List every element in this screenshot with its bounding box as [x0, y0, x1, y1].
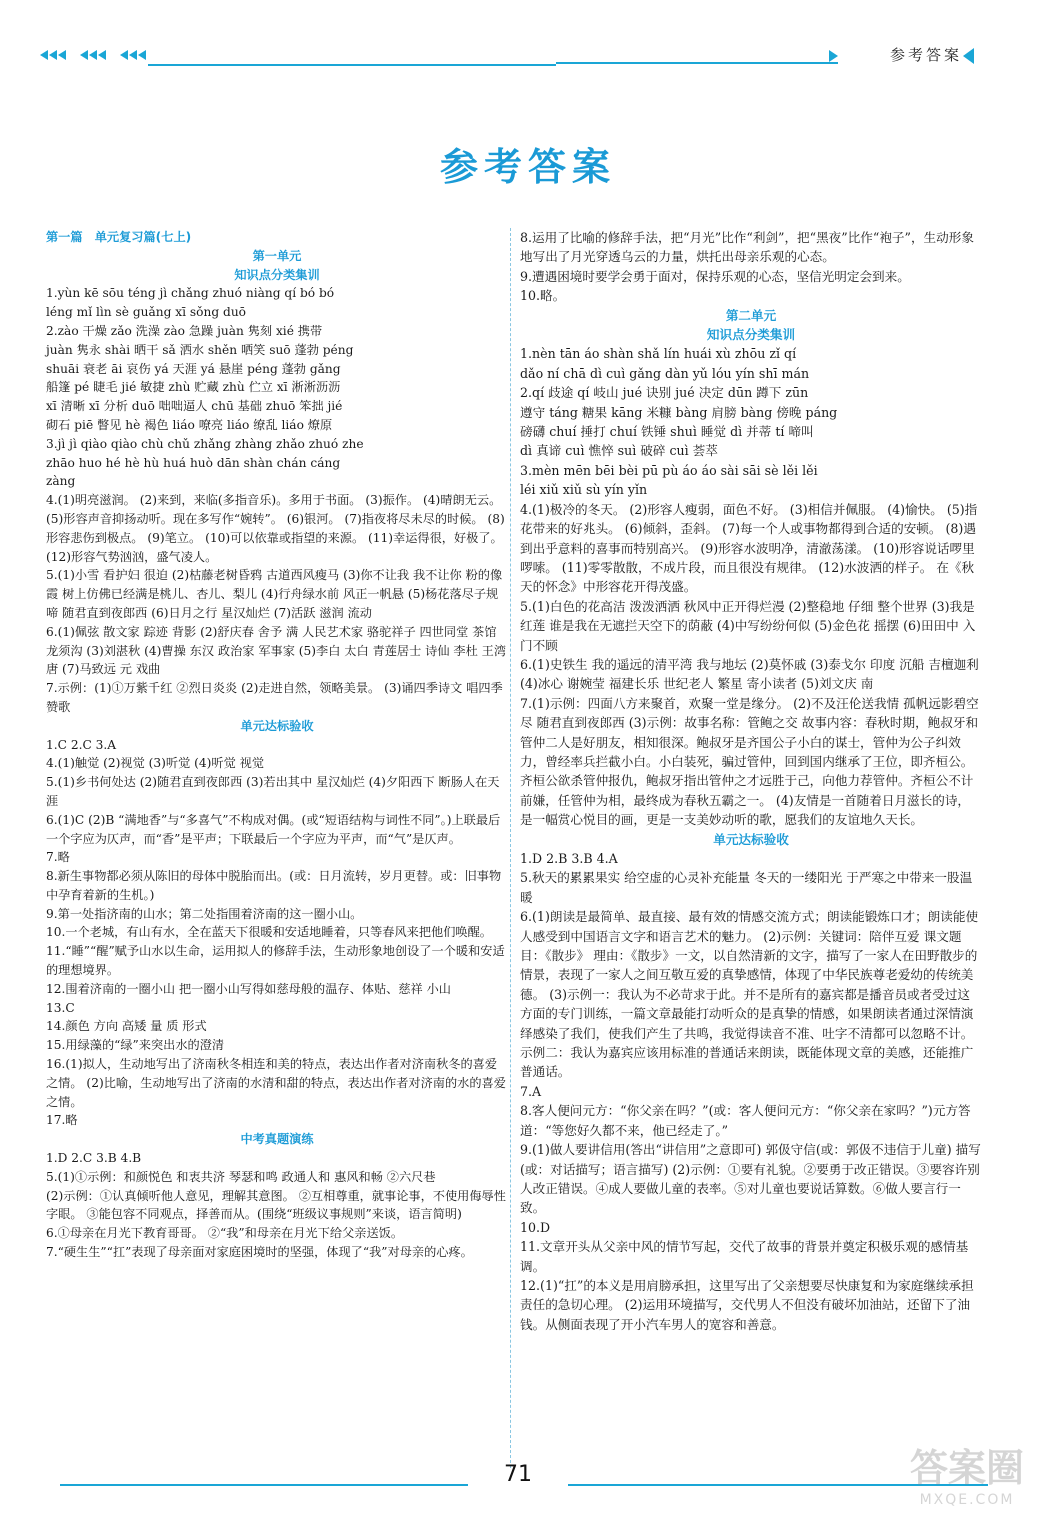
answer-line: 17.略 [46, 1113, 78, 1128]
header-chevrons [40, 50, 146, 60]
answer-line: 9.遭遇困境时要学会勇于面对，保持乐观的心态，坚信光明定会到来。 [520, 268, 910, 284]
answer-line: 7.A [520, 1083, 542, 1099]
answer-line: 7.略 [46, 850, 70, 865]
chevron-group-icon [80, 50, 106, 60]
header-rule-right [556, 62, 838, 64]
answer-line: 砌石 piē 瞥见 hè 褐色 liáo 嘹亮 liáo 缭乱 liáo 燎原 [46, 417, 333, 432]
answer-list [46, 284, 508, 716]
answer-line: 10.一个老城，有山有水，全在蓝天下很暖和安适地睡着，只等春风来把他们唤醒。 [46, 925, 492, 940]
answer-line: 12.围着济南的一圈小山 把一圈小山写得如慈母般的温存、体贴、慈祥 小山 [46, 981, 451, 996]
answer-line: 5.(1)乡书何处达 (2)随君直到夜郎西 (3)若出其中 星汉灿烂 (4)夕阳西下 断肠人在天涯 [46, 775, 500, 808]
answer-line: 2.qí 歧途 qí 岐山 jué 诀别 jué 决定 dūn 蹲下 zūn [520, 385, 809, 401]
chevron-group-icon [120, 50, 146, 60]
section-title: 知识点分类集训 [706, 327, 796, 343]
answer-line: 6.(1)佩弦 散文家 踪迹 背影 (2)舒庆春 舍予 满 人民艺术家 骆驼祥子 四世同堂 茶馆 龙须沟 (3)刘湛秋 (4)曹操 东汉 政治家 军事家 (5)李白 太白 青莲居士 诗仙 李杜 王湾 唐 (7)马致远 元 戏曲 [46, 624, 510, 677]
chevron-group-icon [40, 50, 66, 60]
answer-list [520, 228, 982, 306]
watermark-sub: MXQE.COM [919, 1492, 1015, 1508]
part-title: 第一篇 单元复习篇(七上) [46, 230, 192, 244]
answer-line: 6.(1)朗读是最简单、最直接、最有效的情感交流方式；朗读能锻炼口才；朗读能使人感受到中国语言文字和语言艺术的魅力。 (2)示例：关键词：陪伴互爱 课文题目：《散步》 理由：《散步》一文，以自然清新的文字，描写了一家人在田野散步的情景，表现了一家人之间互敬互爱的真挚感情，体现了中华民族尊老爱幼的传统美德。 (3)示例一：我认为不必苛求于此。并不是所有的嘉宾都是播音员或者受过这方面的专门训练，一篇文章最能打动听众的是真挚的情感，如果朗读者通过深情演绎感染了我们，使我们产生了共鸣，我觉得读音不准、吐字不清都可以忽略不计。 示例二：我认为嘉宾应该用标准的普通话来朗读，既能体现文章的美感，还能推广普通话。 [520, 909, 979, 1080]
answer-line: 11.文章开头从父亲中风的情节写起，交代了故事的背景并奠定积极乐观的感情基调。 [520, 1239, 969, 1274]
page-number: 71 [504, 1462, 532, 1487]
answer-line: (2)示例：①认真倾听他人意见，理解其意图。 ②互相尊重，就事论事，不使用侮辱性字眼。 ③能包容不同观点，择善而从。(围绕“班级议事规则”来谈，语言简明) [46, 1188, 506, 1222]
answer-line: 5.(1)小雪 看护妇 很迫 (2)枯藤老树昏鸦 古道西风瘦马 (3)你不让我 我不让你 粉的像霞 树上仿佛已经满是桃儿、杏儿、梨儿 (4)行舟绿水前 风正一帆悬 (5)杨花落尽子规啼 随君直到夜郎西 (6)日月之行 星汉灿烂 (7)活跃 滋润 流动 [46, 568, 503, 620]
section-title: 单元达标验收 [713, 831, 789, 847]
answer-line: 4.(1)触觉 (2)视觉 (3)听觉 (4)听觉 视觉 [46, 756, 265, 771]
answer-line: 10.D [520, 1219, 551, 1235]
answer-line: 8.新生事物都必须从陈旧的母体中脱胎而出。(或：日月流转，岁月更替。或：旧事物中孕育着新的生机。) [46, 869, 502, 902]
section-title: 知识点分类集训 [234, 267, 320, 282]
footer-rule-left [60, 1484, 468, 1486]
answer-line: léng mǐ lìn sè guǎng xī sǒng duō [46, 305, 247, 320]
header-tag: 参考答案 [889, 46, 962, 64]
answer-line: 5.(1)①示例：和颜悦色 和衷共济 琴瑟和鸣 政通人和 惠风和畅 ②六尺巷 [46, 1169, 436, 1184]
answer-line: 1.D 2.B 3.B 4.A [520, 851, 618, 866]
answer-line: 船篷 pé 睫毛 jié 敏捷 zhù 贮藏 zhù 伫立 xī 淅淅沥沥 [46, 380, 341, 395]
answer-line: zhāo huo hé hè hù huá huò dān shàn chán cáng [46, 455, 341, 470]
page-title: 参考答案 [439, 144, 616, 189]
answer-line: 10.略。 [520, 288, 566, 304]
answer-line: 7.“硬生生”“扛”表现了母亲面对家庭困境时的坚强，体现了“我”对母亲的心疼。 [46, 1245, 473, 1260]
answer-line: 1.D 2.C 3.B 4.B [46, 1151, 142, 1166]
answer-line: 1.C 2.C 3.A [46, 737, 117, 752]
answer-line: 9.(1)做人要讲信用(答出“讲信用”之意即可) 郭伋守信(或：郭伋不违信于儿童) 描写(或：对话描写；语言描写) (2)示例：①要有礼貌。②要勇于改正错误。③要容许别人改正错误。④成人要做儿童的表率。⑤对儿童也要说话算数。⑥做人要言行一致。 [520, 1142, 981, 1216]
answer-list [46, 736, 508, 1131]
answer-line: 1.nèn tān áo shàn shǎ lín huái xù zhōu zǐ qí [520, 346, 797, 362]
answer-line: 8.运用了比喻的修辞手法，把“月光”比作“利剑”，把“黑夜”比作“袍子”，生动形象地写出了月光穿透乌云的力量，烘托出母亲乐观的心态。 [520, 230, 974, 265]
answer-line: 5.秋天的累累果实 给空虚的心灵补充能量 冬天的一缕阳光 于严寒之中带来一股温暖 [520, 870, 973, 905]
answer-line: zàng [46, 474, 76, 489]
answer-list [46, 1149, 508, 1262]
answer-line: dǎo ní chā dì cuì gǎng dàn yǔ lóu yín shī mán [520, 365, 810, 381]
answer-line: 7.示例：(1)①万紫千红 ②烈日炎炎 (2)走进自然，领略美景。 (3)诵四季诗文 唱四季赞歌 [46, 681, 503, 714]
answer-line: shuāi 衰老 āi 哀伤 yá 天涯 yá 悬崖 péng 蓬勃 gǎng [46, 361, 341, 376]
section-title: 单元达标验收 [240, 718, 314, 733]
answer-line: 遵守 táng 糖果 kāng 米糠 bàng 肩膀 bàng 傍晚 páng [520, 404, 838, 420]
answer-line: dì 真谛 cuì 憔悴 suì 破碎 cuì 荟萃 [520, 443, 718, 459]
answer-line: 1.yùn kē sōu téng jì chǎng zhuó niàng qí bó bó [46, 286, 335, 301]
answer-line: 15.用绿藻的“绿”来突出水的澄清 [46, 1038, 225, 1053]
watermark-logo [892, 1444, 1042, 1524]
column-divider [510, 228, 512, 1468]
answer-line: 6.①母亲在月光下教育哥哥。 ②“我”和母亲在月光下给父亲送饭。 [46, 1226, 404, 1241]
answer-line: 3.jì jì qiào qiào chù chǔ zhǎng zhàng zhǎo zhuó zhe [46, 436, 364, 451]
unit-title: 第一单元 [252, 248, 302, 263]
answer-line: 8.客人便问元方：“你父亲在吗？”(或：客人便问元方：“你父亲在家吗？”)元方答道：“等您好久都不来，他已经走了。” [520, 1103, 971, 1138]
answer-line: 11.“睡”“醒”赋予山水以生命，运用拟人的修辞手法，生动形象地创设了一个暖和安适的理想境界。 [46, 944, 505, 978]
answer-line: léi xiǔ xiǔ sù yín yǐn [520, 482, 648, 498]
right-column [520, 228, 982, 1476]
answer-line: 3.mèn mēn bēi bèi pū pù áo áo sài sāi sè lěi lěi [520, 462, 818, 478]
answer-line: 6.(1)C (2)B “满地香”与“多喜气”不构成对偶。(或“短语结构与词性不同”。)上联最后一个字应为仄声，而“香”是平声；下联最后一个字应为平声，而“气”是仄声。 [46, 812, 501, 846]
answer-line: 13.C [46, 1000, 75, 1015]
answer-line: 4.(1)明亮滋润。 (2)来到，来临(多指音乐)。多用于书面。 (3)振作。 (4)晴朗无云。 (5)形容声音抑扬动听。现在多写作“婉转”。 (6)银河。 (7)指夜将尽未尽的时候。 (8)形容悲伤到极点。 (9)笔立。 (10)可以依靠或指望的来源。 (11)幸运得很，好极了。 (12)形容气势汹汹，盛气凌人。 [46, 493, 507, 564]
header-rule-left [148, 64, 556, 66]
unit-title: 第二单元 [725, 307, 777, 323]
answer-line: 磅礴 chuí 捶打 chuí 铁锤 shuì 睡觉 dì 并蒂 tí 啼叫 [520, 424, 814, 440]
answer-line: 16.(1)拟人，生动地写出了济南秋冬相连和美的特点，表达出作者对济南秋冬的喜爱之情。 (2)比喻，生动地写出了济南的水清和甜的特点，表达出作者对济南的水的喜爱之情。 [46, 1057, 506, 1109]
answer-line: 2.zào 干燥 zǎo 洗澡 zào 急躁 juàn 隽刻 xié 携带 [46, 323, 323, 338]
answer-line: 7.(1)示例：四面八方来聚首，欢聚一堂是缘分。 (2)不及汪伦送我情 孤帆远影碧空尽 随君直到夜郎西 (3)示例：故事名称：管鲍之交 故事内容：春秋时期，鲍叔牙和管仲二人是好朋友，相知很深。鲍叔牙是齐国公子小白的谋士，管仲为公子纠效力，曾经率兵拦截小白。小白装死，骗过管仲，回到国内继承了王位，即齐桓公。齐桓公欲杀管仲报仇，鲍叔牙指出管仲之才远胜于己，向他力荐管仲。齐桓公不计前嫌，任管仲为相，最终成为春秋五霸之一。 (4)友情是一首随着日月滋长的诗，是一幅赏心悦目的画，更是一支美妙动听的歌，愿我们的友谊地久天长。 [520, 695, 979, 828]
left-column [46, 228, 508, 1272]
answer-line: 9.第一处指济南的山水；第二处指围着济南的这一圈小山。 [46, 906, 363, 921]
arrow-right-icon [829, 50, 838, 62]
header [0, 0, 1056, 100]
section-title: 中考真题演练 [240, 1132, 314, 1147]
answer-list [520, 849, 982, 1334]
answer-line: 6.(1)史铁生 我的遥远的清平湾 我与地坛 (2)莫怀戚 (3)泰戈尔 印度 沉船 吉檀迦利 (4)冰心 谢婉莹 福建长乐 世纪老人 繁星 寄小读者 (5)刘文庆 南 [520, 656, 983, 692]
watermark-main: 答案圈 [909, 1446, 1024, 1490]
answer-line: xī 清晰 xī 分析 duō 咄咄逼人 chū 基础 zhuō 笨拙 jié [46, 399, 343, 414]
answer-line: 5.(1)白色的花高洁 泼泼洒洒 秋风中正开得烂漫 (2)整稳地 仔细 整个世界 (3)我是红莲 谁是我在无遮拦天空下的荫蔽 (4)中写纷纷何似 (5)金色花 摇摆 (6)田田中 入门不顾 [520, 598, 976, 653]
answer-line: 12.(1)“扛”的本义是用肩膀承担，这里写出了父亲想要尽快康复和为家庭继续承担责任的急切心理。 (2)运用环境描写，交代男人不但没有破坏加油站，还留下了油钱。从侧面表现了开小汽车男人的宽容和善意。 [520, 1277, 974, 1332]
answer-line: 4.(1)极冷的冬天。 (2)形容人瘦弱，面色不好。 (3)相信并佩服。 (4)愉快。 (5)指花带来的好兆头。 (6)倾斜，歪斜。 (7)每一个人或事物都得到合适的安顿。 (8)遇到出乎意料的喜事而特别高兴。 (9)形容水波明净，清澈荡漾。 (10)形容说话啰里啰嗦。 (11)零零散散，不成片段，而且很没有规律。 (12)水波洒的样子。 在《秋天的怀念》中形容花开得茂盛。 [520, 501, 978, 595]
arrow-left-icon [963, 48, 974, 64]
answer-line: juàn 隽永 shài 晒干 sǎ 洒水 shěn 哂笑 suō 蓬勃 péng [46, 342, 354, 357]
answer-list [520, 344, 982, 829]
answer-line: 14.颜色 方向 高矮 量 质 形式 [46, 1019, 207, 1034]
